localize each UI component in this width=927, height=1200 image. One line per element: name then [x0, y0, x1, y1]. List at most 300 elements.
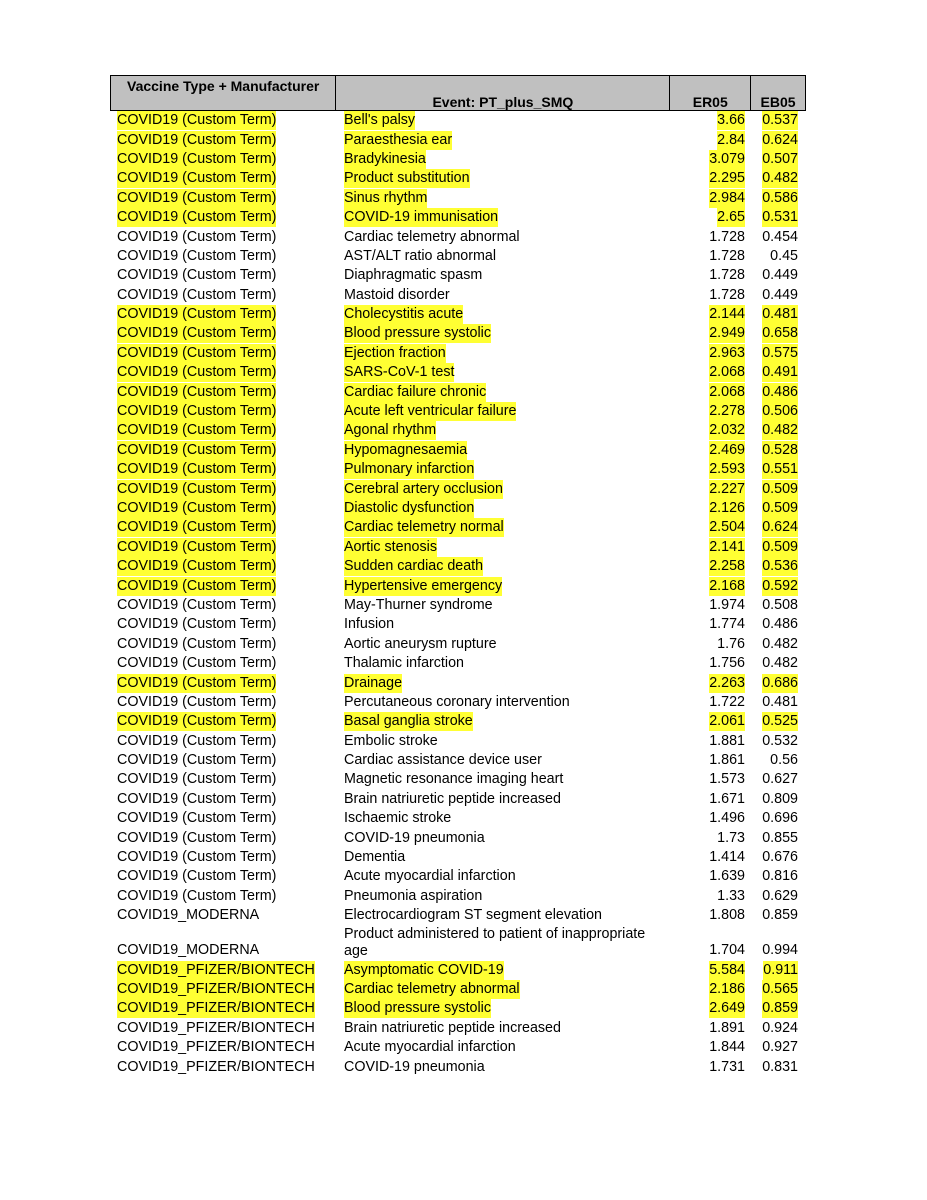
event-cell	[336, 828, 671, 847]
event-cell-text: Hypomagnesaemia	[344, 441, 468, 458]
er05-cell	[671, 441, 752, 460]
er05-cell-text: 1.728	[709, 228, 745, 245]
er05-cell-text: 1.881	[709, 732, 745, 749]
eb05-cell	[752, 247, 806, 266]
event-cell-text: Cardiac telemetry normal	[344, 519, 504, 536]
table-row	[110, 150, 806, 169]
vaccine-cell	[110, 809, 336, 828]
event-cell	[336, 130, 671, 149]
vaccine-cell	[110, 111, 336, 130]
vaccine-cell	[110, 1038, 336, 1057]
vaccine-cell	[110, 130, 336, 149]
event-cell-text: Cardiac assistance device user	[344, 752, 542, 769]
event-cell-text: Ischaemic stroke	[344, 810, 452, 827]
eb05-cell-text: 0.509	[762, 538, 798, 555]
table-row	[110, 615, 806, 634]
table-row	[110, 421, 806, 440]
event-cell-text: Sinus rhythm	[344, 189, 428, 206]
event-cell-text: Hypertensive emergency	[344, 577, 503, 594]
vaccine-cell-text: COVID19 (Custom Term)	[117, 383, 277, 400]
vaccine-cell	[110, 538, 336, 557]
vaccine-cell	[110, 499, 336, 518]
event-cell-text: Aortic stenosis	[344, 538, 437, 555]
event-cell	[336, 305, 671, 324]
eb05-cell	[752, 635, 806, 654]
er05-cell-text: 2.593	[709, 461, 745, 478]
event-cell	[336, 712, 671, 731]
er05-cell	[671, 576, 752, 595]
vaccine-cell	[110, 712, 336, 731]
er05-cell	[671, 324, 752, 343]
vaccine-cell-text: COVID19 (Custom Term)	[117, 189, 277, 206]
table-row	[110, 1019, 806, 1038]
eb05-cell	[752, 576, 806, 595]
vaccine-cell-text: COVID19 (Custom Term)	[117, 693, 277, 710]
eb05-cell-text: 0.486	[762, 616, 798, 633]
event-cell	[336, 790, 671, 809]
eb05-cell	[752, 441, 806, 460]
eb05-cell-text: 0.855	[762, 829, 798, 846]
vaccine-cell-text: COVID19 (Custom Term)	[117, 112, 277, 129]
er05-cell	[671, 635, 752, 654]
er05-cell	[671, 732, 752, 751]
event-cell-text: Cholecystitis acute	[344, 306, 464, 323]
er05-cell	[671, 247, 752, 266]
vaccine-cell	[110, 654, 336, 673]
vaccine-cell	[110, 557, 336, 576]
er05-cell	[671, 499, 752, 518]
er05-cell	[671, 848, 752, 867]
er05-cell-text: 1.722	[709, 693, 745, 710]
event-cell	[336, 654, 671, 673]
event-cell-text: Electrocardiogram ST segment elevation	[344, 907, 603, 924]
vaccine-cell	[110, 247, 336, 266]
event-cell-text: Blood pressure systolic	[344, 325, 492, 342]
eb05-cell	[752, 867, 806, 886]
table-row	[110, 751, 806, 770]
event-cell-text: Pneumonia aspiration	[344, 887, 483, 904]
vaccine-cell	[110, 518, 336, 537]
vaccine-cell	[110, 925, 336, 960]
table-row	[110, 887, 806, 906]
vaccine-cell	[110, 286, 336, 305]
er05-cell-text: 1.728	[709, 286, 745, 303]
eb05-cell-text: 0.831	[762, 1058, 798, 1075]
table-row	[110, 227, 806, 246]
er05-cell-text: 5.584	[709, 961, 745, 978]
er05-cell-text: 2.258	[709, 558, 745, 575]
er05-cell	[671, 1019, 752, 1038]
er05-cell-text: 1.861	[709, 752, 745, 769]
vaccine-cell	[110, 150, 336, 169]
event-cell	[336, 441, 671, 460]
event-cell-text: Brain natriuretic peptide increased	[344, 1019, 561, 1036]
er05-cell-text: 3.66	[717, 112, 745, 129]
eb05-cell	[752, 402, 806, 421]
eb05-cell-text: 0.629	[762, 887, 798, 904]
er05-cell-text: 2.469	[709, 441, 745, 458]
event-cell	[336, 421, 671, 440]
eb05-cell	[752, 1019, 806, 1038]
event-cell-text: SARS-CoV-1 test	[344, 364, 455, 381]
eb05-cell	[752, 189, 806, 208]
event-cell-text: Brain natriuretic peptide increased	[344, 790, 561, 807]
vaccine-cell-text: COVID19 (Custom Term)	[117, 732, 277, 749]
vaccine-cell	[110, 732, 336, 751]
event-cell	[336, 538, 671, 557]
eb05-cell	[752, 344, 806, 363]
vaccine-cell	[110, 770, 336, 789]
eb05-cell-text: 0.911	[763, 961, 798, 978]
vaccine-cell	[110, 906, 336, 925]
table-row	[110, 1038, 806, 1057]
vaccine-cell-text: COVID19 (Custom Term)	[117, 790, 277, 807]
vaccine-cell-text: COVID19 (Custom Term)	[117, 810, 277, 827]
er05-cell-text: 1.73	[717, 829, 745, 846]
event-cell	[336, 111, 671, 130]
er05-cell	[671, 673, 752, 692]
vaccine-cell-text: COVID19_PFIZER/BIONTECH	[117, 961, 315, 978]
header-vaccine: Vaccine Type + Manufacturer	[111, 76, 336, 110]
table-row	[110, 1057, 806, 1076]
eb05-cell-text: 0.531	[762, 209, 798, 226]
event-cell-text: Product administered to patient of inappropriate age	[344, 926, 646, 960]
event-cell-text: Magnetic resonance imaging heart	[344, 771, 564, 788]
er05-cell-text: 2.227	[709, 480, 745, 497]
event-cell-text: Blood pressure systolic	[344, 1000, 492, 1017]
eb05-cell-text: 0.696	[762, 810, 798, 827]
er05-cell	[671, 344, 752, 363]
eb05-cell-text: 0.482	[762, 422, 798, 439]
event-cell-text: Mastoid disorder	[344, 286, 450, 303]
er05-cell-text: 1.891	[709, 1019, 745, 1036]
eb05-cell	[752, 906, 806, 925]
eb05-cell-text: 0.859	[762, 907, 798, 924]
event-cell	[336, 887, 671, 906]
event-cell-text: Dementia	[344, 849, 406, 866]
event-cell	[336, 596, 671, 615]
table-header	[110, 75, 806, 111]
eb05-cell	[752, 693, 806, 712]
event-cell-text: Product substitution	[344, 170, 470, 187]
eb05-cell	[752, 460, 806, 479]
event-cell	[336, 751, 671, 770]
vaccine-cell	[110, 673, 336, 692]
eb05-cell-text: 0.525	[762, 713, 798, 730]
table-row	[110, 286, 806, 305]
er05-cell-text: 1.33	[717, 887, 745, 904]
vaccine-cell	[110, 751, 336, 770]
vaccine-cell-text: COVID19 (Custom Term)	[117, 713, 277, 730]
er05-cell	[671, 925, 752, 960]
event-cell-text: Asymptomatic COVID-19	[344, 961, 504, 978]
vaccine-cell	[110, 441, 336, 460]
eb05-cell	[752, 421, 806, 440]
table-body	[110, 111, 806, 1077]
eb05-cell-text: 0.994	[762, 942, 798, 959]
vaccine-cell-text: COVID19 (Custom Term)	[117, 538, 277, 555]
er05-cell-text: 3.079	[709, 150, 745, 167]
er05-cell-text: 2.84	[717, 131, 745, 148]
table-row	[110, 980, 806, 999]
er05-cell	[671, 867, 752, 886]
vaccine-cell-text: COVID19 (Custom Term)	[117, 441, 277, 458]
eb05-cell	[752, 751, 806, 770]
vaccine-cell-text: COVID19 (Custom Term)	[117, 887, 277, 904]
vaccine-cell-text: COVID19 (Custom Term)	[117, 228, 277, 245]
er05-cell-text: 1.414	[709, 849, 745, 866]
eb05-cell-text: 0.924	[762, 1019, 798, 1036]
er05-cell-text: 1.704	[709, 942, 745, 959]
er05-cell	[671, 150, 752, 169]
er05-cell	[671, 960, 752, 979]
vaccine-cell	[110, 693, 336, 712]
event-cell-text: Cardiac telemetry abnormal	[344, 980, 520, 997]
eb05-cell-text: 0.486	[762, 383, 798, 400]
er05-cell-text: 2.168	[709, 577, 745, 594]
vaccine-cell	[110, 382, 336, 401]
er05-cell	[671, 770, 752, 789]
er05-cell-text: 1.76	[717, 635, 745, 652]
eb05-cell	[752, 673, 806, 692]
table-row	[110, 189, 806, 208]
vaccine-cell-text: COVID19_MODERNA	[117, 942, 260, 959]
vaccine-cell	[110, 867, 336, 886]
table-row	[110, 402, 806, 421]
event-cell	[336, 479, 671, 498]
eb05-cell	[752, 596, 806, 615]
er05-cell	[671, 828, 752, 847]
event-cell	[336, 770, 671, 789]
er05-cell	[671, 266, 752, 285]
er05-cell-text: 2.949	[709, 325, 745, 342]
eb05-cell-text: 0.509	[762, 500, 798, 516]
event-cell	[336, 960, 671, 979]
table-row	[110, 557, 806, 576]
vaccine-cell-text: COVID19 (Custom Term)	[117, 286, 277, 303]
event-cell	[336, 925, 671, 960]
vaccine-cell-text: COVID19 (Custom Term)	[117, 267, 277, 284]
vaccine-cell-text: COVID19 (Custom Term)	[117, 868, 277, 885]
er05-cell-text: 2.126	[709, 500, 745, 516]
vaccine-cell	[110, 363, 336, 382]
event-cell-text: Ejection fraction	[344, 344, 446, 361]
vaccine-cell-text: COVID19 (Custom Term)	[117, 655, 277, 672]
eb05-cell	[752, 266, 806, 285]
event-cell	[336, 635, 671, 654]
vaccine-cell	[110, 266, 336, 285]
eb05-cell	[752, 809, 806, 828]
eb05-cell-text: 0.509	[762, 480, 798, 497]
event-cell-text: Aortic aneurysm rupture	[344, 635, 497, 652]
table-row	[110, 673, 806, 692]
table-row	[110, 382, 806, 401]
eb05-cell-text: 0.536	[762, 558, 798, 575]
event-cell	[336, 169, 671, 188]
er05-cell-text: 2.65	[717, 209, 745, 226]
er05-cell	[671, 518, 752, 537]
vaccine-cell-text: COVID19 (Custom Term)	[117, 131, 277, 148]
event-cell	[336, 150, 671, 169]
eb05-cell	[752, 732, 806, 751]
er05-cell	[671, 208, 752, 227]
er05-cell	[671, 887, 752, 906]
er05-cell	[671, 809, 752, 828]
eb05-cell-text: 0.627	[762, 771, 798, 788]
vaccine-cell	[110, 828, 336, 847]
er05-cell-text: 1.756	[709, 655, 745, 672]
vaccine-cell-text: COVID19_PFIZER/BIONTECH	[117, 1058, 315, 1075]
event-cell-text: Drainage	[344, 674, 403, 691]
vaccine-cell-text: COVID19 (Custom Term)	[117, 596, 277, 613]
vaccine-cell-text: COVID19 (Custom Term)	[117, 344, 277, 361]
event-cell	[336, 906, 671, 925]
event-cell-text: Cardiac telemetry abnormal	[344, 228, 520, 245]
table-row	[110, 479, 806, 498]
event-cell-text: COVID-19 immunisation	[344, 209, 499, 226]
er05-cell	[671, 751, 752, 770]
vaccine-cell-text: COVID19 (Custom Term)	[117, 500, 277, 516]
table-row	[110, 538, 806, 557]
event-cell	[336, 286, 671, 305]
eb05-cell	[752, 150, 806, 169]
vaccine-cell	[110, 576, 336, 595]
eb05-cell	[752, 848, 806, 867]
er05-cell	[671, 169, 752, 188]
vaccine-cell	[110, 1019, 336, 1038]
vaccine-cell-text: COVID19 (Custom Term)	[117, 170, 277, 187]
event-cell-text: Diaphragmatic spasm	[344, 267, 483, 284]
event-cell-text: Percutaneous coronary intervention	[344, 693, 570, 710]
er05-cell-text: 2.278	[709, 403, 745, 420]
event-cell-text: Paraesthesia ear	[344, 131, 453, 148]
event-cell	[336, 732, 671, 751]
header-eb05: EB05	[760, 94, 796, 110]
vaccine-cell-text: COVID19_MODERNA	[117, 907, 260, 924]
event-cell-text: May-Thurner syndrome	[344, 596, 493, 613]
table-row	[110, 208, 806, 227]
er05-cell	[671, 980, 752, 999]
vaccine-cell-text: COVID19 (Custom Term)	[117, 461, 277, 478]
table-row	[110, 324, 806, 343]
eb05-cell-text: 0.586	[762, 189, 798, 206]
vaccine-cell-text: COVID19 (Custom Term)	[117, 150, 277, 167]
vaccine-cell-text: COVID19 (Custom Term)	[117, 635, 277, 652]
eb05-cell	[752, 770, 806, 789]
er05-cell	[671, 557, 752, 576]
eb05-cell-text: 0.658	[762, 325, 798, 342]
er05-cell	[671, 712, 752, 731]
event-cell	[336, 867, 671, 886]
event-cell	[336, 693, 671, 712]
er05-cell-text: 2.141	[709, 538, 745, 555]
er05-cell	[671, 421, 752, 440]
event-cell	[336, 999, 671, 1018]
event-cell	[336, 615, 671, 634]
table-row	[110, 960, 806, 979]
vaccine-cell	[110, 227, 336, 246]
eb05-cell	[752, 960, 806, 979]
er05-cell	[671, 906, 752, 925]
er05-cell	[671, 460, 752, 479]
eb05-cell	[752, 654, 806, 673]
eb05-cell-text: 0.491	[762, 364, 798, 381]
eb05-cell	[752, 538, 806, 557]
table-row	[110, 906, 806, 925]
eb05-cell	[752, 887, 806, 906]
event-cell	[336, 402, 671, 421]
event-cell	[336, 576, 671, 595]
eb05-cell-text: 0.481	[762, 693, 798, 710]
eb05-cell-text: 0.927	[762, 1039, 798, 1056]
event-cell	[336, 518, 671, 537]
vaccine-cell	[110, 1057, 336, 1076]
eb05-cell-text: 0.507	[762, 150, 798, 167]
er05-cell-text: 1.496	[709, 810, 745, 827]
table-row	[110, 344, 806, 363]
er05-cell-text: 2.061	[709, 713, 745, 730]
table-row	[110, 693, 806, 712]
vaccine-cell	[110, 615, 336, 634]
event-cell	[336, 266, 671, 285]
table-row	[110, 925, 806, 960]
er05-cell	[671, 1038, 752, 1057]
vaccine-cell	[110, 848, 336, 867]
vaccine-cell-text: COVID19 (Custom Term)	[117, 829, 277, 846]
eb05-cell	[752, 615, 806, 634]
er05-cell	[671, 305, 752, 324]
eb05-cell	[752, 712, 806, 731]
event-cell-text: Acute myocardial infarction	[344, 868, 516, 885]
vaccine-cell-text: COVID19 (Custom Term)	[117, 577, 277, 594]
eb05-cell-text: 0.809	[762, 790, 798, 807]
vaccine-cell	[110, 169, 336, 188]
eb05-cell	[752, 980, 806, 999]
table-row	[110, 790, 806, 809]
event-cell	[336, 208, 671, 227]
eb05-cell-text: 0.676	[762, 849, 798, 866]
eb05-cell-text: 0.45	[770, 247, 798, 264]
vaccine-cell-text: COVID19 (Custom Term)	[117, 209, 277, 226]
er05-cell	[671, 1057, 752, 1076]
vaccine-cell	[110, 635, 336, 654]
header-event: Event: PT_plus_SMQ	[336, 76, 670, 110]
vaccine-cell	[110, 305, 336, 324]
eb05-cell-text: 0.624	[762, 519, 798, 536]
event-cell-text: Bradykinesia	[344, 150, 426, 167]
er05-cell-text: 2.068	[709, 383, 745, 400]
er05-cell-text: 2.144	[709, 306, 745, 323]
header-er05: ER05	[670, 76, 751, 110]
event-cell	[336, 1057, 671, 1076]
event-cell-text: Sudden cardiac death	[344, 558, 484, 575]
table-row	[110, 441, 806, 460]
table-row	[110, 809, 806, 828]
eb05-cell-text: 0.532	[762, 732, 798, 749]
er05-cell-text: 1.731	[709, 1058, 745, 1075]
er05-cell-text: 2.649	[709, 1000, 745, 1017]
er05-cell	[671, 286, 752, 305]
er05-cell	[671, 130, 752, 149]
event-cell-text: Acute myocardial infarction	[344, 1039, 516, 1056]
event-cell-text: Agonal rhythm	[344, 422, 437, 439]
table-row	[110, 130, 806, 149]
event-cell-text: AST/ALT ratio abnormal	[344, 247, 497, 264]
eb05-cell-text: 0.449	[762, 267, 798, 284]
table-row	[110, 499, 806, 518]
vaccine-cell-text: COVID19_PFIZER/BIONTECH	[117, 980, 315, 997]
er05-cell	[671, 790, 752, 809]
